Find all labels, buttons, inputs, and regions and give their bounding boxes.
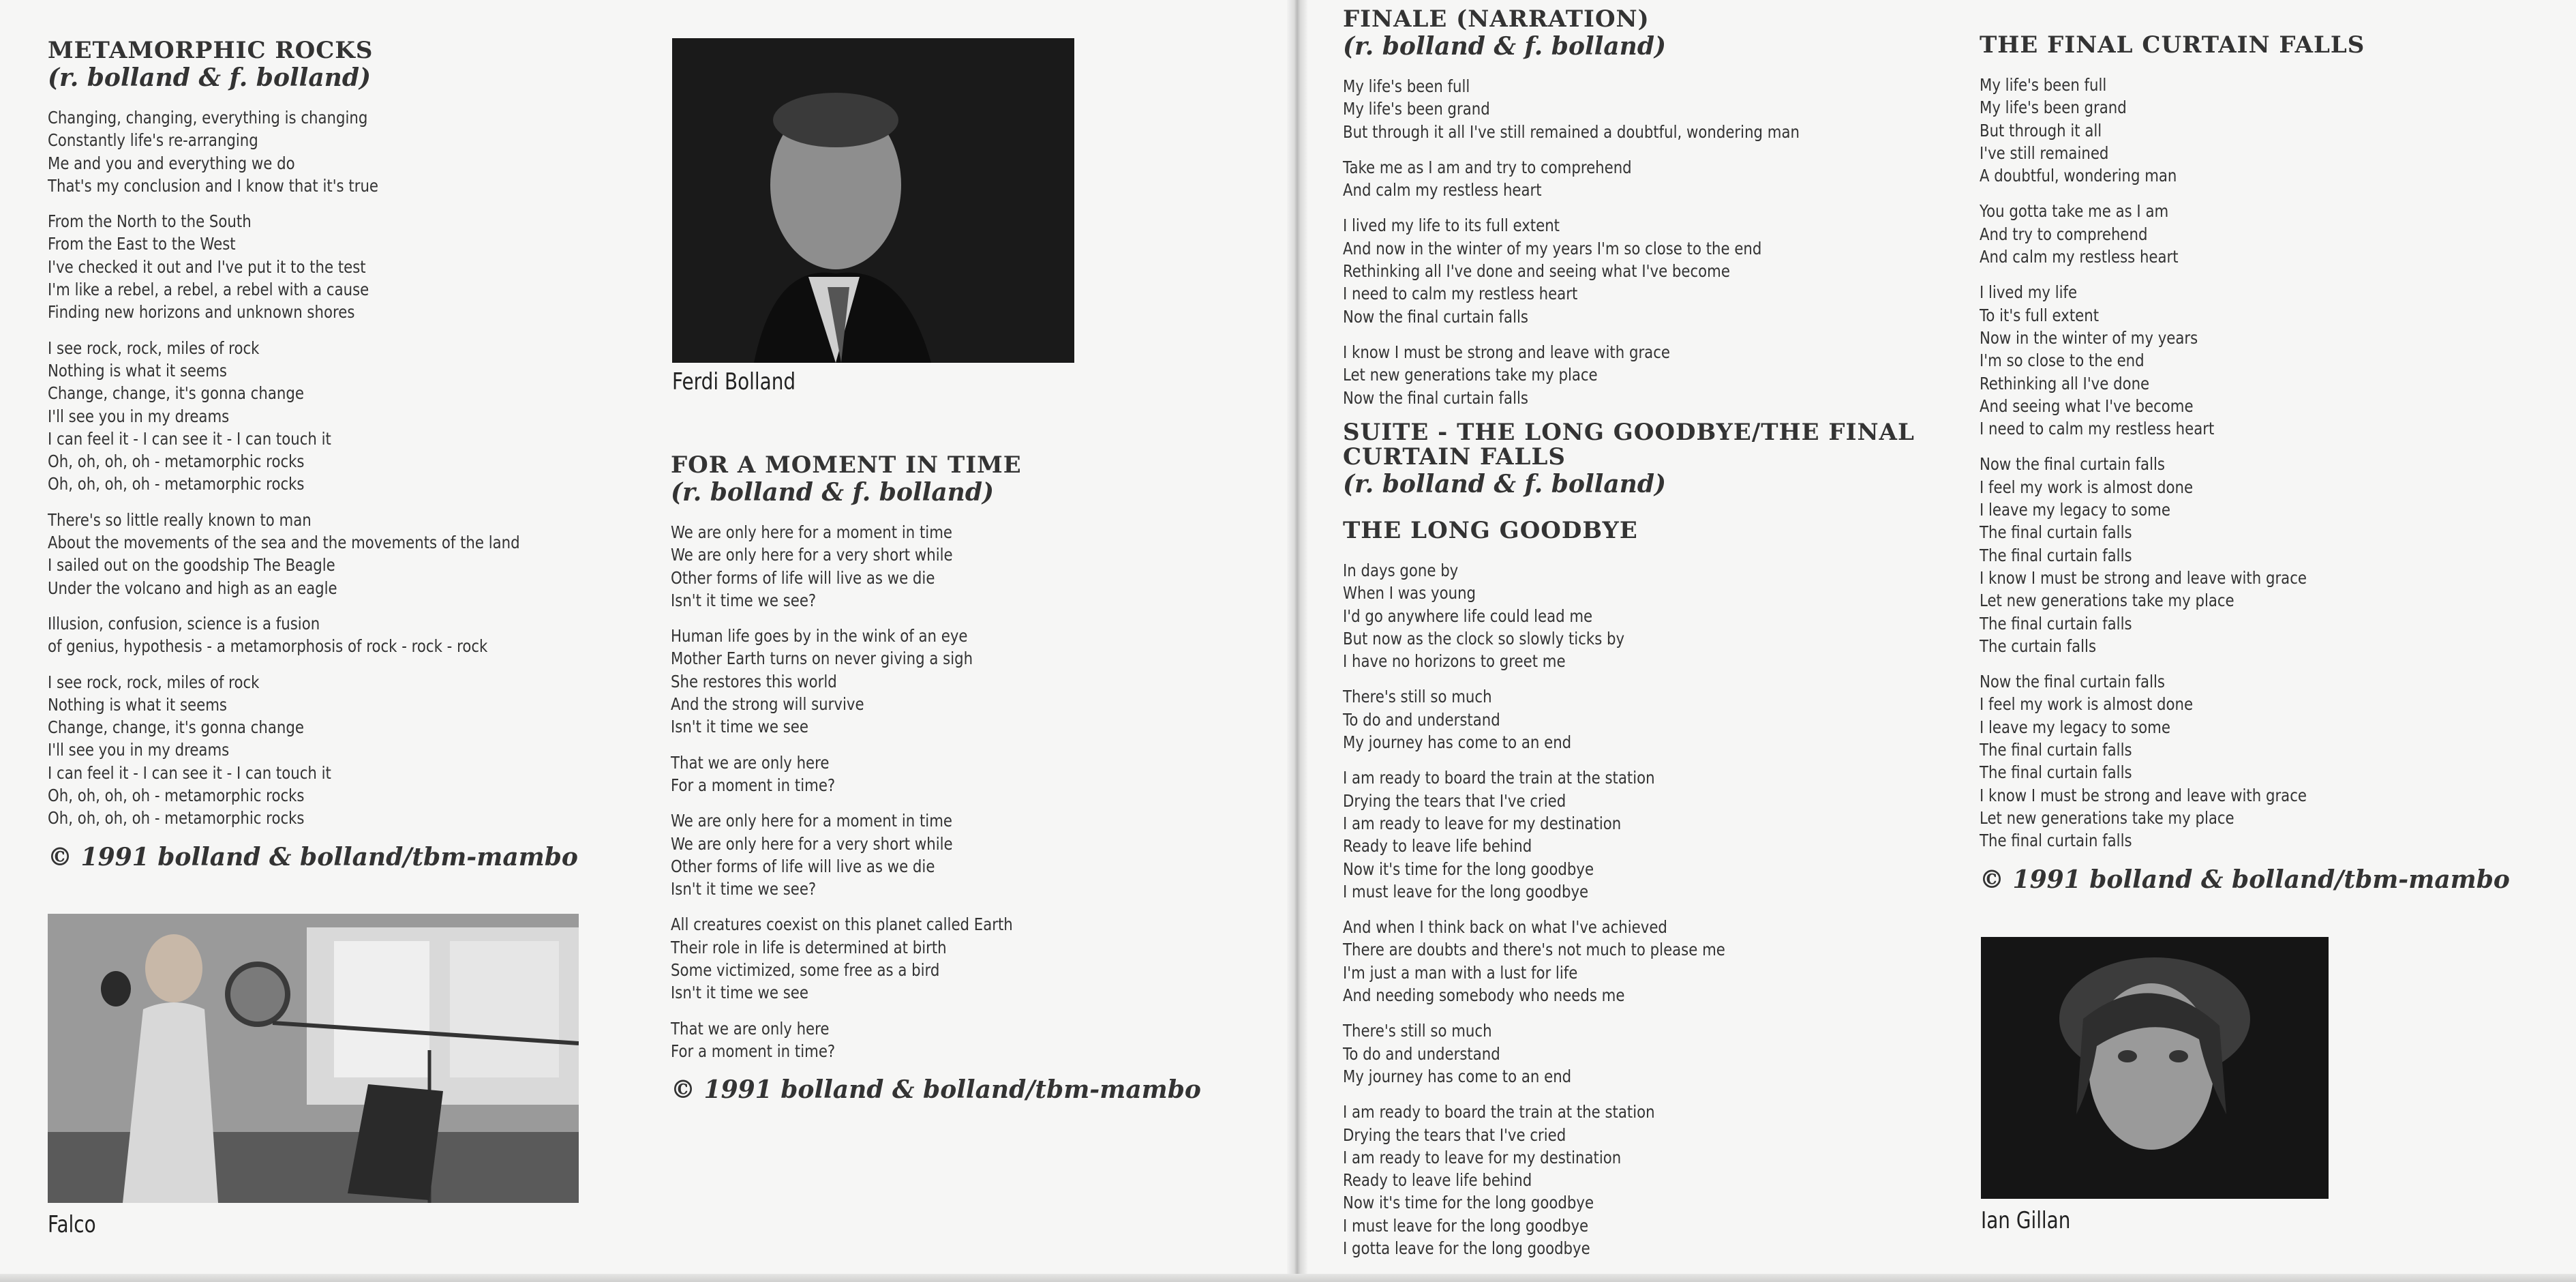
lyric-line: The final curtain falls xyxy=(1980,740,2132,760)
lyric-line: And the strong will survive xyxy=(671,694,864,715)
copyright-notice: © 1991 bolland & bolland/tbm-mambo xyxy=(48,842,578,871)
ian-gillan-photo xyxy=(1981,937,2329,1199)
lyric-line: We are only here for a very short while xyxy=(671,833,953,854)
song-title: THE LONG GOODBYE xyxy=(1343,517,1638,544)
lyric-line: I know I must be strong and leave with grace xyxy=(1980,785,2307,805)
lyric-line: But through it all xyxy=(1980,120,2102,140)
stanza xyxy=(1343,75,1864,143)
lyric-line: Let new generations take my place xyxy=(1343,365,1598,385)
lyric-line: Rethinking all I've done xyxy=(1980,373,2150,393)
lyric-line: Drying the tears that I've cried xyxy=(1343,1124,1566,1145)
lyric-line: In days gone by xyxy=(1343,561,1459,580)
lyric-line: But through it all I've still remained a doubtful, wondering man xyxy=(1343,121,1800,142)
lyric-line: Constantly life's re-arranging xyxy=(48,130,258,151)
ferdi-bolland-photo xyxy=(672,38,1074,363)
lyric-line: I'll see you in my dreams xyxy=(48,740,230,760)
lyric-line: To do and understand xyxy=(1343,1043,1500,1064)
lyric-line: The final curtain falls xyxy=(1980,522,2132,543)
lyric-line: Me and you and everything we do xyxy=(48,153,295,173)
lyric-line: But now as the clock so slowly ticks by xyxy=(1343,628,1625,649)
lyrics xyxy=(48,106,634,830)
lyric-line: I leave my legacy to some xyxy=(1980,500,2170,520)
stanza xyxy=(1343,1101,1864,1259)
lyric-line: Finding new horizons and unknown shores xyxy=(48,302,355,323)
for-a-moment-in-time-section xyxy=(671,453,1271,1104)
lyric-line: Now it's time for the long goodbye xyxy=(1343,859,1594,879)
lyric-line: Other forms of life will live as we die xyxy=(671,567,935,588)
stanza xyxy=(1343,916,1864,1007)
lyric-line: I'd go anywhere life could lead me xyxy=(1343,606,1593,626)
lyric-line: I know I must be strong and leave with grace xyxy=(1980,567,2307,588)
lyric-line: I know I must be strong and leave with grace xyxy=(1343,342,1670,362)
lyric-line: I am ready to leave for my destination xyxy=(1343,813,1622,833)
lyric-line: Now the final curtain falls xyxy=(1343,306,1528,327)
lyric-line: The curtain falls xyxy=(1980,636,2097,656)
copyright-notice: © 1991 bolland & bolland/tbm-mambo xyxy=(671,1075,1201,1105)
stanza xyxy=(1343,1019,1864,1088)
lyric-line: The final curtain falls xyxy=(1980,545,2132,565)
lyric-line: I need to calm my restless heart xyxy=(1980,419,2215,439)
lyric-line: I'm like a rebel, a rebel, a rebel with a cause xyxy=(48,280,369,300)
lyric-line: I lived my life xyxy=(1980,282,2078,303)
lyric-line: Their role in life is determined at birth xyxy=(671,937,947,957)
lyric-line: Nothing is what it seems xyxy=(48,694,227,715)
lyric-line: I leave my legacy to some xyxy=(1980,717,2170,737)
lyric-line: Rethinking all I've done and seeing what I've become xyxy=(1343,261,1730,282)
lyric-line: I need to calm my restless heart xyxy=(1343,284,1578,304)
lyric-line: I can feel it - I can see it - I can touch it xyxy=(48,762,331,783)
lyric-line: That's my conclusion and I know that it's true xyxy=(48,175,379,196)
stanza xyxy=(48,210,546,323)
portrait-image xyxy=(1981,937,2329,1199)
stanza xyxy=(671,809,1181,900)
lyric-line: We are only here for a very short while xyxy=(671,545,953,565)
lyric-line: Mother Earth turns on never giving a sigh xyxy=(671,649,973,669)
metamorphic-rocks-section xyxy=(48,38,634,871)
lyric-line: For a moment in time? xyxy=(671,1041,836,1061)
lyric-line: Ready to leave life behind xyxy=(1343,836,1532,856)
lyric-line: The final curtain falls xyxy=(1980,831,2132,851)
lyric-line: From the East to the West xyxy=(48,234,236,254)
lyric-line: My life's been full xyxy=(1980,75,2107,95)
lyric-line: My life's been grand xyxy=(1980,98,2127,118)
lyric-line: Oh, oh, oh, oh - metamorphic rocks xyxy=(48,451,305,472)
lyric-line: I lived my life to its full extent xyxy=(1343,215,1560,236)
song-title: THE FINAL CURTAIN FALLS xyxy=(1980,31,2365,59)
lyric-line: Now the final curtain falls xyxy=(1343,387,1528,408)
lyric-line: About the movements of the sea and the movements of the land xyxy=(48,533,520,553)
lyric-line: Isn't it time we see? xyxy=(671,879,817,899)
stanza xyxy=(48,106,546,197)
lyric-line: And now in the winter of my years I'm so close to the end xyxy=(1343,238,1762,258)
lyric-line: Let new generations take my place xyxy=(1980,591,2234,611)
lyric-line: You gotta take me as I am xyxy=(1980,201,2169,222)
lyric-line: The final curtain falls xyxy=(1980,762,2132,783)
lyric-line: I've still remained xyxy=(1980,143,2109,163)
lyric-line: I see rock, rock, miles of rock xyxy=(48,672,260,692)
lyric-line: When I was young xyxy=(1343,583,1476,603)
lyric-line: And when I think back on what I've achieved xyxy=(1343,917,1667,938)
lyric-line: Change, change, it's gonna change xyxy=(48,383,304,404)
falco-photo xyxy=(48,914,579,1203)
lyric-line: I feel my work is almost done xyxy=(1980,694,2194,715)
lyric-line: A doubtful, wondering man xyxy=(1980,166,2177,186)
lyric-line: And calm my restless heart xyxy=(1980,247,2179,267)
stanza xyxy=(48,509,546,599)
lyric-line: My life's been grand xyxy=(1343,99,1490,119)
lyric-line: Now it's time for the long goodbye xyxy=(1343,1193,1594,1213)
lyric-line: My journey has come to an end xyxy=(1343,732,1572,753)
lyric-line: There's still so much xyxy=(1343,1021,1492,1041)
stanza xyxy=(48,612,546,658)
lyric-line: We are only here for a moment in time xyxy=(671,811,952,831)
lyrics xyxy=(1343,75,1956,409)
lyric-line: Isn't it time we see xyxy=(671,983,808,1003)
lyric-line: My journey has come to an end xyxy=(1343,1066,1572,1086)
lyric-line: I'll see you in my dreams xyxy=(48,406,230,426)
lyric-line: I've checked it out and I've put it to the test xyxy=(48,256,366,277)
lyric-line: I am ready to board the train at the station xyxy=(1343,768,1655,788)
lyric-line: I see rock, rock, miles of rock xyxy=(48,338,260,358)
song-title: METAMORPHIC ROCKS xyxy=(48,37,374,64)
lyric-line: Isn't it time we see? xyxy=(671,590,817,610)
lyric-line: Some victimized, some free as a bird xyxy=(671,960,940,981)
finale-narration-section xyxy=(1343,7,1956,422)
stanza xyxy=(671,1017,1181,1063)
falco-caption: Falco xyxy=(48,1211,96,1238)
studio-scene-image xyxy=(48,914,579,1203)
page-bottom-edge xyxy=(0,1274,2576,1282)
stanza xyxy=(1980,453,2478,657)
copyright-notice: © 1991 bolland & bolland/tbm-mambo xyxy=(1980,865,2510,894)
lyrics xyxy=(1980,74,2566,852)
lyric-line: And calm my restless heart xyxy=(1343,180,1542,200)
song-title: FOR A MOMENT IN TIME xyxy=(671,451,1022,479)
stanza xyxy=(1343,341,1864,409)
lyric-line: Illusion, confusion, science is a fusion xyxy=(48,613,320,633)
portrait-image xyxy=(672,38,1074,363)
stanza xyxy=(1343,214,1864,327)
lyric-line: Isn't it time we see xyxy=(671,717,808,737)
stanza xyxy=(671,625,1181,738)
lyric-line: To it's full extent xyxy=(1980,305,2100,325)
lyric-line: We are only here for a moment in time xyxy=(671,522,952,542)
stanza xyxy=(1980,200,2478,268)
suite-title-line-2: CURTAIN FALLS xyxy=(1343,443,1566,471)
lyric-line: I am ready to board the train at the station xyxy=(1343,1102,1655,1122)
lyric-line: Now in the winter of my years xyxy=(1980,327,2198,348)
lyric-line: Changing, changing, everything is changing xyxy=(48,108,368,128)
lyric-line: All creatures coexist on this planet called Earth xyxy=(671,914,1013,935)
lyric-line: From the North to the South xyxy=(48,211,252,232)
lyric-line: I have no horizons to greet me xyxy=(1343,651,1566,672)
lyric-line: Drying the tears that I've cried xyxy=(1343,790,1566,811)
lyric-line: Oh, oh, oh, oh - metamorphic rocks xyxy=(48,786,305,806)
songwriter-credit: (r. bolland & f. bolland) xyxy=(671,478,995,507)
lyric-line: Take me as I am and try to comprehend xyxy=(1343,157,1632,177)
lyric-line: That we are only here xyxy=(671,752,830,773)
lyric-line: There's still so much xyxy=(1343,687,1492,707)
lyrics xyxy=(1343,559,1956,1259)
songwriter-credit: (r. bolland & f. bolland) xyxy=(48,63,372,92)
stanza xyxy=(671,521,1181,612)
lyric-line: Now the final curtain falls xyxy=(1980,454,2165,475)
lyric-line: The final curtain falls xyxy=(1980,613,2132,633)
lyric-line: There's so little really known to man xyxy=(48,509,312,530)
stanza xyxy=(1980,74,2478,187)
lyric-line: Human life goes by in the wink of an eye xyxy=(671,626,968,646)
lyric-line: I'm so close to the end xyxy=(1980,351,2145,371)
lyric-line: And seeing what I've become xyxy=(1980,396,2194,416)
lyrics xyxy=(671,521,1271,1062)
lyric-line: I must leave for the long goodbye xyxy=(1343,881,1589,901)
lyric-line: I feel my work is almost done xyxy=(1980,477,2194,497)
lyric-line: And needing somebody who needs me xyxy=(1343,985,1625,1006)
ferdi-bolland-caption: Ferdi Bolland xyxy=(672,368,796,396)
lyric-line: I must leave for the long goodbye xyxy=(1343,1215,1589,1236)
lyric-line: There are doubts and there's not much to please me xyxy=(1343,940,1725,960)
long-goodbye-section xyxy=(1343,518,1956,1272)
lyric-line: Oh, oh, oh, oh - metamorphic rocks xyxy=(48,474,305,494)
stanza xyxy=(1343,685,1864,754)
lyric-line: Change, change, it's gonna change xyxy=(48,717,304,738)
lyric-line: Ready to leave life behind xyxy=(1343,1170,1532,1191)
lyric-line: To do and understand xyxy=(1343,709,1500,730)
lyric-line: of genius, hypothesis - a metamorphosis of rock - rock - rock xyxy=(48,636,488,657)
stanza xyxy=(1980,281,2478,440)
lyric-line: Let new generations take my place xyxy=(1980,807,2234,828)
booklet-spine xyxy=(1287,0,1307,1282)
lyric-line: She restores this world xyxy=(671,671,837,691)
song-title: FINALE (NARRATION) xyxy=(1343,5,1650,33)
lyric-line: I sailed out on the goodship The Beagle xyxy=(48,555,335,576)
songwriter-credit: (r. bolland & f. bolland) xyxy=(1343,32,1667,61)
stanza xyxy=(1343,766,1864,903)
stanza xyxy=(1343,156,1864,202)
lyric-line: I gotta leave for the long goodbye xyxy=(1343,1238,1590,1259)
stanza xyxy=(1980,670,2478,852)
lyric-line: I can feel it - I can see it - I can touch it xyxy=(48,428,331,449)
lyric-line: Nothing is what it seems xyxy=(48,360,227,381)
stanza xyxy=(1343,559,1864,672)
suite-title-line-1: SUITE - THE LONG GOODBYE/THE FINAL xyxy=(1343,419,1915,446)
suite-section xyxy=(1343,420,1956,513)
stanza xyxy=(48,671,546,830)
lyric-line: Now the final curtain falls xyxy=(1980,672,2165,692)
stanza xyxy=(671,913,1181,1004)
songwriter-credit: (r. bolland & f. bolland) xyxy=(1343,470,1667,498)
lyric-line: Other forms of life will live as we die xyxy=(671,856,935,876)
stanza xyxy=(671,751,1181,797)
lyric-line: That we are only here xyxy=(671,1018,830,1039)
lyric-line: Oh, oh, oh, oh - metamorphic rocks xyxy=(48,808,305,829)
lyric-line: And try to comprehend xyxy=(1980,224,2148,244)
lyric-line: For a moment in time? xyxy=(671,775,836,795)
lyric-line: I am ready to leave for my destination xyxy=(1343,1147,1622,1167)
lyric-line: I'm just a man with a lust for life xyxy=(1343,962,1578,983)
lyric-line: My life's been full xyxy=(1343,76,1470,96)
lyric-line: Under the volcano and high as an eagle xyxy=(48,578,337,598)
stanza xyxy=(48,337,546,496)
final-curtain-falls-section xyxy=(1980,33,2566,894)
ian-gillan-caption: Ian Gillan xyxy=(1981,1207,2071,1234)
